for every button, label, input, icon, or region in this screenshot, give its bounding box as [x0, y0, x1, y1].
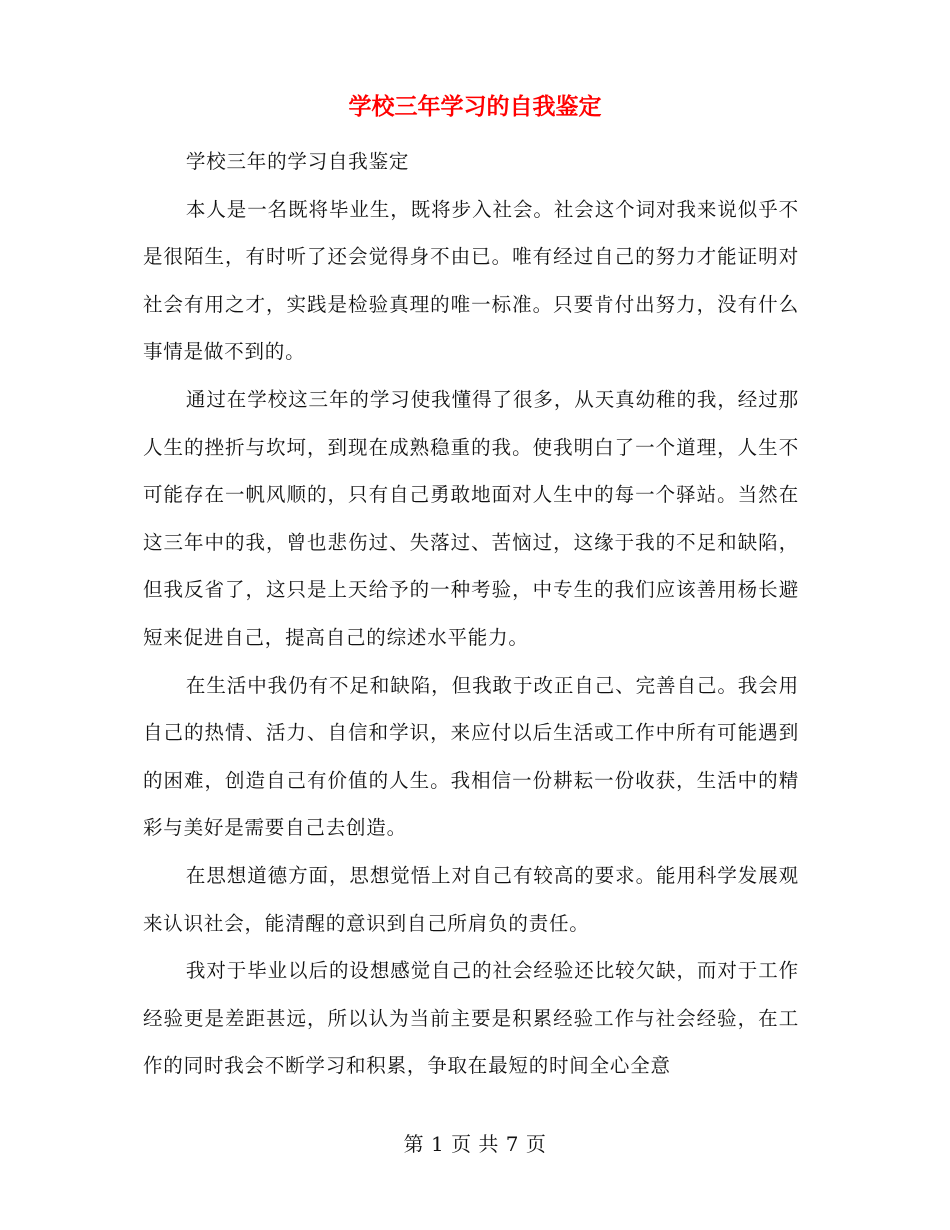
document-subtitle: 学校三年的学习自我鉴定 — [185, 150, 410, 173]
paragraph-3: 在生活中我仍有不足和缺陷，但我敢于改正自己、完善自己。我会用自己的热情、活力、自信和学识，来应付以后生活或工作中所有可能遇到的困难，创造自己有价值的人生。我相信一份耕耘一份收获，生活中的精彩与美好是需要自己去创造。 — [143, 673, 799, 840]
page-number-footer: 第 1 页 共 7 页 — [403, 1132, 547, 1156]
paragraph-5: 我对于毕业以后的设想感觉自己的社会经验还比较欠缺，而对于工作经验更是差距甚远，所以认为当前主要是积累经验工作与社会经验，在工作的同时我会不断学习和积累，争取在最短的时间全心全意 — [143, 959, 799, 1078]
paragraph-1: 本人是一名既将毕业生，既将步入社会。社会这个词对我来说似乎不是很陌生，有时听了还会觉得身不由已。唯有经过自己的努力才能证明对社会有用之才，实践是检验真理的唯一标准。只要肯付出努力，没有什么事情是做不到的。 — [143, 197, 799, 364]
paragraph-2: 通过在学校这三年的学习使我懂得了很多，从天真幼稚的我，经过那人生的挫折与坎坷，到现在成熟稳重的我。使我明白了一个道理，人生不可能存在一帆风顺的，只有自己勇敢地面对人生中的每一个驿站。当然在这三年中的我，曾也悲伤过、失落过、苦恼过，这缘于我的不足和缺陷，但我反省了，这只是上天给予的一种考验，中专生的我们应该善用杨长避短来促进自己，提高自己的综述水平能力。 — [143, 387, 799, 649]
document-title: 学校三年学习的自我鉴定 — [348, 93, 602, 120]
paragraph-4: 在思想道德方面，思想觉悟上对自己有较高的要求。能用科学发展观来认识社会，能清醒的意识到自己所肩负的责任。 — [143, 863, 799, 935]
document-body — [143, 138, 799, 1090]
